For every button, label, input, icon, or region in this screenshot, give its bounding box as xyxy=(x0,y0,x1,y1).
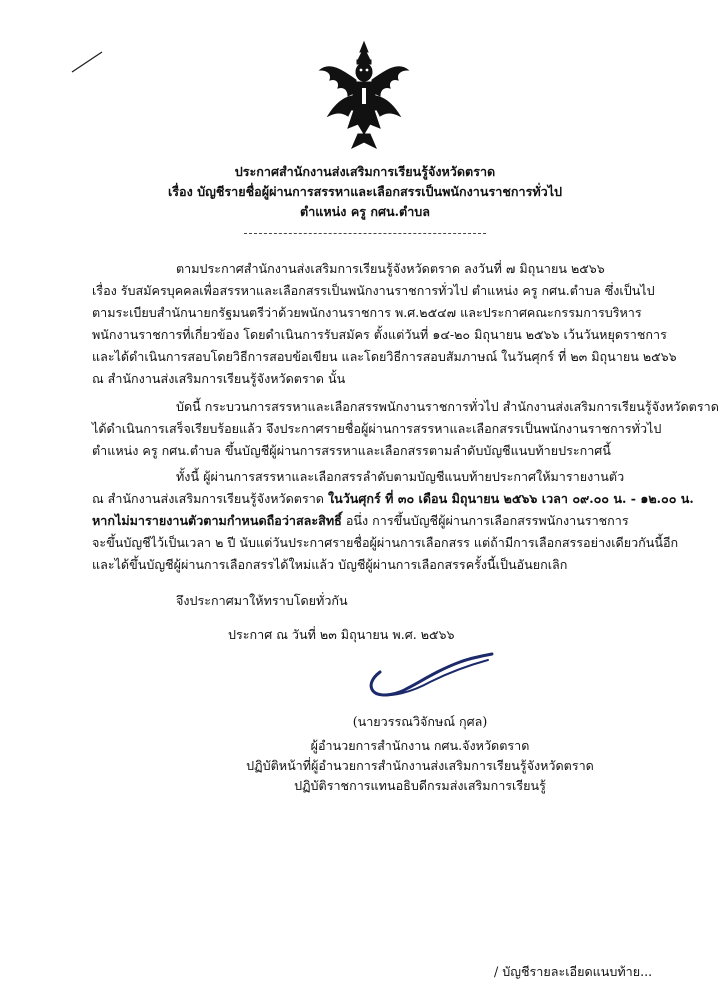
signer-block xyxy=(230,712,610,796)
forfeit-notice: หากไม่มารายงานตัวตามกำหนดถือว่าสละสิทธิ์ xyxy=(92,513,342,528)
announce-line: จึงประกาศมาให้ทราบโดยทั่วกัน xyxy=(176,593,348,608)
signer-name: (นายวรรณวิจักษณ์ กุศล) xyxy=(352,714,488,729)
announcement-date xyxy=(228,624,528,646)
signer-title: ผู้อำนวยการสำนักงาน กศน.จังหวัดตราด xyxy=(310,738,530,753)
paragraph-line: ตามระเบียบสำนักนายกรัฐมนตรีว่าด้วยพนักงานราชการ พ.ศ.๒๕๔๗ และประกาศคณะกรรมการบริหาร xyxy=(92,305,642,320)
paragraph-line: ได้ดำเนินการเสร็จเรียบร้อยแล้ว จึงประกาศรายชื่อผู้ผ่านการสรรหาและเลือกสรรเป็นพนักงานราชการทั่วไป xyxy=(92,421,662,436)
closing-statement xyxy=(92,590,667,612)
paragraph-3 xyxy=(92,466,694,576)
garuda-emblem-icon xyxy=(318,40,410,152)
signer-duty: ปฏิบัติหน้าที่ผู้อำนวยการสำนักงานส่งเสริมการเรียนรู้จังหวัดตราด xyxy=(246,758,594,773)
paragraph-line: ทั้งนี้ ผู้ผ่านการสรรหาและเลือกสรรลำดับตามบัญชีแนบท้ายประกาศให้มารายงานตัว xyxy=(176,469,625,484)
paragraph-line xyxy=(92,510,667,532)
signature-icon xyxy=(350,648,500,708)
list-validity-text: อนึ่ง การขึ้นบัญชีผู้ผ่านการเลือกสรรพนักงานราชการ xyxy=(341,513,629,528)
paragraph-1 xyxy=(92,258,677,390)
paragraph-line: และได้ขึ้นบัญชีผู้ผ่านการเลือกสรรได้ใหม่แล้ว บัญชีผู้ผ่านการเลือกสรรครั้งนี้เป็นอันยกเลิก xyxy=(92,557,568,572)
header-divider xyxy=(244,233,486,234)
paragraph-line: เรื่อง รับสมัครบุคคลเพื่อสรรหาและเลือกสรรเป็นพนักงานราชการทั่วไป ตำแหน่ง ครู กศน.ตำบล ซึ่งเป็นไป xyxy=(92,283,655,298)
report-location: ณ สำนักงานส่งเสริมการเรียนรู้จังหวัดตราด xyxy=(92,491,328,506)
date-line: ประกาศ ณ วันที่ ๒๓ มิถุนายน พ.ศ. ๒๕๖๖ xyxy=(228,627,455,642)
paragraph-line: พนักงานราชการที่เกี่ยวข้อง โดยดำเนินการรับสมัคร ตั้งแต่วันที่ ๑๔-๒๐ มิถุนายน ๒๕๖๖ เว้นวันหยุดราชการ xyxy=(92,327,667,342)
announcement-header xyxy=(150,162,580,222)
paragraph-line: บัดนี้ กระบวนการสรรหาและเลือกสรรพนักงานราชการทั่วไป สำนักงานส่งเสริมการเรียนรู้จังหวัดตราด xyxy=(176,399,719,414)
paragraph-line: จะขึ้นบัญชีไว้เป็นเวลา ๒ ปี นับแต่วันประกาศรายชื่อผู้ผ่านการเลือกสรร แต่ถ้ามีการเลือกสรรอย่างเดียวกันนี้อีก xyxy=(92,535,679,550)
header-title: ประกาศสำนักงานส่งเสริมการเรียนรู้จังหวัดตราด xyxy=(234,164,496,179)
signer-acting: ปฏิบัติราชการแทนอธิบดีกรมส่งเสริมการเรียนรู้ xyxy=(294,778,546,793)
paragraph-line: ตามประกาศสำนักงานส่งเสริมการเรียนรู้จังหวัดตราด ลงวันที่ ๗ มิถุนายน ๒๕๖๖ xyxy=(176,261,605,276)
paragraph-line: และได้ดำเนินการสอบโดยวิธีการสอบข้อเขียน และโดยวิธีการสอบสัมภาษณ์ ในวันศุกร์ ที่ ๒๓ มิถุนายน ๒๕๖๖ xyxy=(92,349,677,364)
footer-continuation: / บัญชีรายละเอียดแนบท้าย... xyxy=(494,964,653,979)
paragraph-line xyxy=(92,488,694,510)
paragraph-2 xyxy=(92,396,719,462)
header-subject: เรื่อง บัญชีรายชื่อผู้ผ่านการสรรหาและเลือกสรรเป็นพนักงานราชการทั่วไป xyxy=(167,184,563,199)
header-position: ตำแหน่ง ครู กศน.ตำบล xyxy=(300,204,430,219)
report-datetime: ในวันศุกร์ ที่ ๓๐ เดือน มิถุนายน ๒๕๖๖ เวลา ๐๙.๐๐ น. - ๑๒.๐๐ น. xyxy=(327,491,694,506)
pen-mark xyxy=(70,50,104,74)
paragraph-line: ณ สำนักงานส่งเสริมการเรียนรู้จังหวัดตราด นั้น xyxy=(92,371,346,386)
paragraph-line: ตำแหน่ง ครู กศน.ตำบล ขึ้นบัญชีผู้ผ่านการสรรหาและเลือกสรรตามลำดับบัญชีแนบท้ายประกาศนี้ xyxy=(92,443,611,458)
